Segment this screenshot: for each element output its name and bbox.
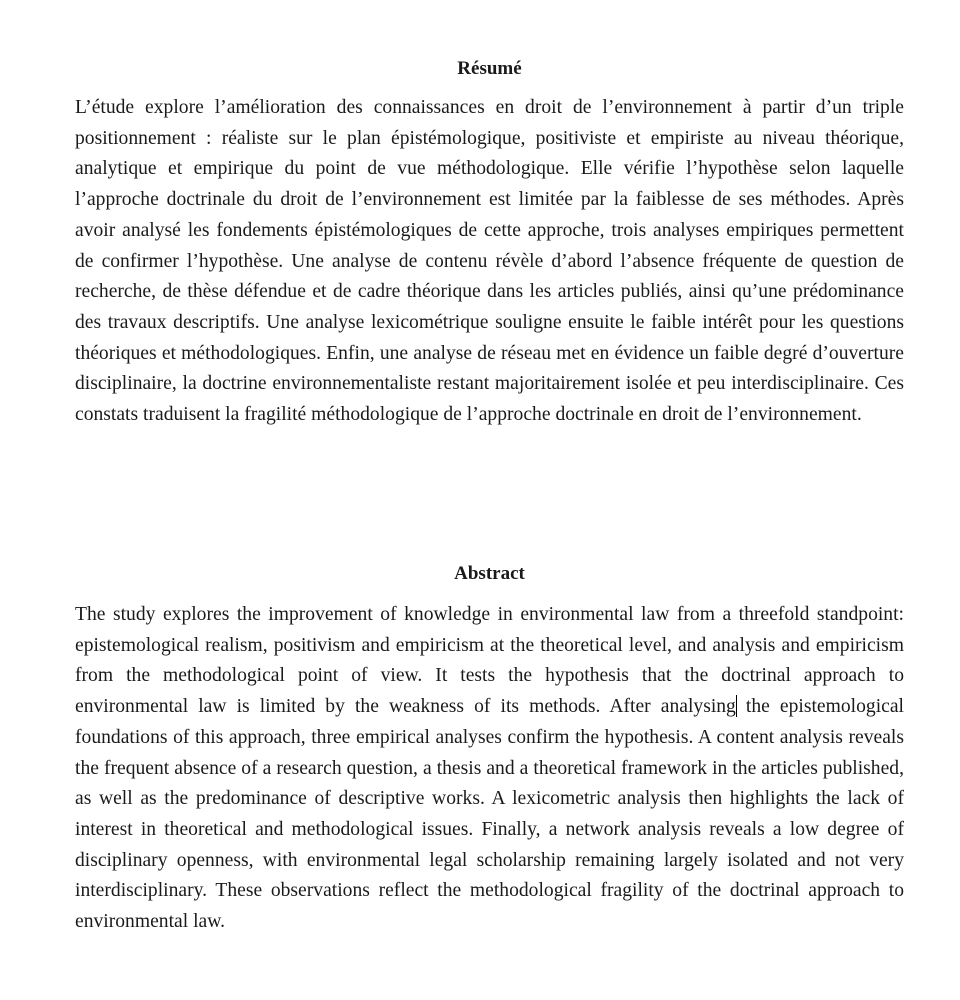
resume-paragraph[interactable]: L’étude explore l’amélioration des connaissances en droit de l’environnement à partir d’un triple positionnement : réaliste sur le plan épistémologique, positiviste et empiriste au niveau théorique, analytique et empirique du point de vue méthodologique. Elle vérifie l’hypothèse selon laquelle l’approche doctrinale du droit de l’environnement est limitée par la faiblesse de ses méthodes. Après avoir analysé les fondements épistémologiques de cette approche, trois analyses empiriques permettent de confirmer l’hypothèse. Une analyse de contenu révèle d’abord l’absence fréquente de question de recherche, de thèse défendue et de cadre théorique dans les articles publiés, ainsi qu’une prédominance des travaux descriptifs. Une analyse lexicométrique souligne ensuite le faible intérêt pour les questions théoriques et méthodologiques. Enfin, une analyse de réseau met en évidence un faible degré d’ouverture disciplinaire, la doctrine environnementaliste restant majoritairement isolée et peu interdisciplinaire. Ces constats traduisent la fragilité méthodologique de l’approche doctrinale en droit de l’environnement. bbox=[75, 97, 904, 426]
abstract-text-before-caret: The study explores the improvement of knowledge in environmental law from a threefold standpoint: epistemological realism, positivism and empiricism at the theoretical level, and analysis and empiricism from the methodological point of view. It tests the hypothesis that the doctrinal approach to environmental law is limited by the weakness of its methods. After analysing bbox=[75, 604, 904, 718]
abstract-text-after-caret: the epistemological foundations of this approach, three empirical analyses confirm the hypothesis. A content analysis reveals the frequent absence of a research question, a thesis and a theoretical framework in the articles published, as well as the predominance of descriptive works. A lexicometric analysis then highlights the lack of interest in theoretical and methodological issues. Finally, a network analysis reveals a low degree of disciplinary openness, with environmental legal scholarship remaining largely isolated and not very interdisciplinary. These observations reflect the methodological fragility of the doctrinal approach to environmental law. bbox=[75, 696, 904, 933]
resume-heading: Résumé bbox=[457, 58, 522, 79]
abstract-heading: Abstract bbox=[454, 563, 525, 584]
abstract-paragraph[interactable] bbox=[75, 600, 904, 938]
